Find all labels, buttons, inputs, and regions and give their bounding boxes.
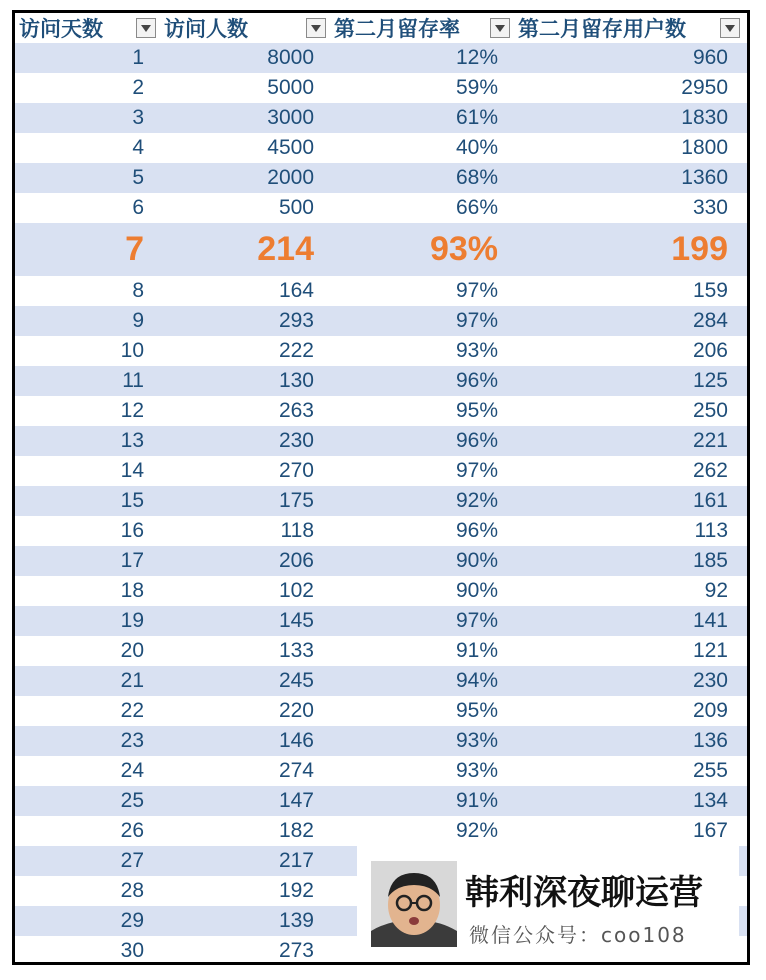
table-cell[interactable]: 293 xyxy=(278,309,314,332)
table-cell[interactable]: 159 xyxy=(692,279,728,302)
table-cell[interactable]: 118 xyxy=(280,519,314,542)
watermark-subtitle: 微信公众号：coo108 xyxy=(469,923,687,947)
table-cell[interactable]: 15 xyxy=(120,489,144,512)
table-cell[interactable]: 8 xyxy=(132,279,144,302)
table-row[interactable] xyxy=(15,636,747,666)
table-cell[interactable]: 21 xyxy=(120,669,144,692)
table-row[interactable] xyxy=(15,786,747,816)
table-cell[interactable]: 17 xyxy=(120,549,144,572)
filter-dropdown-button[interactable] xyxy=(720,18,740,38)
watermark-card xyxy=(357,843,739,958)
table-cell[interactable]: 40% xyxy=(455,136,498,159)
table-row[interactable] xyxy=(15,816,747,846)
table-row[interactable] xyxy=(15,396,747,426)
table-cell[interactable]: 26 xyxy=(120,819,144,842)
table-cell[interactable]: 121 xyxy=(692,639,728,662)
table-row[interactable] xyxy=(15,666,747,696)
table-cell[interactable]: 8000 xyxy=(267,46,314,69)
table-cell[interactable]: 1360 xyxy=(681,166,728,189)
table-row[interactable] xyxy=(15,456,747,486)
table-cell[interactable]: 113 xyxy=(694,519,728,542)
table-cell[interactable]: 95% xyxy=(455,699,498,722)
table-cell[interactable]: 230 xyxy=(692,669,728,692)
table-cell[interactable]: 1830 xyxy=(681,106,728,129)
table-cell[interactable]: 92% xyxy=(455,819,498,842)
table-cell[interactable]: 12 xyxy=(120,399,144,422)
table-cell[interactable]: 2950 xyxy=(681,76,728,99)
table-cell[interactable]: 192 xyxy=(278,879,314,902)
table-cell[interactable]: 206 xyxy=(692,339,728,362)
table-row[interactable] xyxy=(15,486,747,516)
table-cell[interactable]: 274 xyxy=(278,759,314,782)
table-cell[interactable]: 12% xyxy=(455,46,498,69)
table-row[interactable] xyxy=(15,276,747,306)
table-row[interactable] xyxy=(15,336,747,366)
table-cell[interactable]: 9 xyxy=(132,309,144,332)
table-row[interactable] xyxy=(15,306,747,336)
table-cell[interactable]: 97% xyxy=(455,309,498,332)
table-cell[interactable]: 3000 xyxy=(267,106,314,129)
table-cell[interactable]: 10 xyxy=(120,339,144,362)
table-cell[interactable]: 97% xyxy=(455,279,498,302)
table-cell[interactable]: 59% xyxy=(455,76,498,99)
table-cell[interactable]: 146 xyxy=(278,729,314,752)
table-cell[interactable]: 5000 xyxy=(267,76,314,99)
table-cell[interactable]: 250 xyxy=(692,399,728,422)
table-cell[interactable]: 161 xyxy=(692,489,728,512)
table-cell[interactable]: 270 xyxy=(278,459,314,482)
table-cell[interactable]: 206 xyxy=(278,549,314,572)
table-cell[interactable]: 30 xyxy=(120,939,144,962)
table-cell[interactable]: 23 xyxy=(120,729,144,752)
table-cell[interactable]: 262 xyxy=(692,459,728,482)
table-cell[interactable]: 255 xyxy=(692,759,728,782)
header-label: 第二月留存率 xyxy=(334,18,460,41)
table-cell[interactable]: 92 xyxy=(704,579,728,602)
table-cell[interactable]: 284 xyxy=(692,309,728,332)
table-cell[interactable]: 230 xyxy=(278,429,314,452)
table-cell[interactable]: 209 xyxy=(692,699,728,722)
header-label: 访问天数 xyxy=(19,18,103,41)
table-cell[interactable]: 2 xyxy=(132,76,144,99)
table-cell[interactable]: 4500 xyxy=(267,136,314,159)
filter-dropdown-button[interactable] xyxy=(306,18,326,38)
table-cell[interactable]: 147 xyxy=(278,789,314,812)
table-cell[interactable]: 960 xyxy=(692,46,728,69)
table-cell[interactable]: 1800 xyxy=(681,136,728,159)
table-row[interactable] xyxy=(15,606,747,636)
table-cell[interactable]: 20 xyxy=(120,639,144,662)
header-retained-users xyxy=(514,13,744,43)
table-cell[interactable]: 164 xyxy=(278,279,314,302)
table-cell[interactable]: 68% xyxy=(455,166,498,189)
table-cell[interactable]: 90% xyxy=(455,579,498,602)
table-cell[interactable]: 125 xyxy=(692,369,728,392)
table-cell[interactable]: 263 xyxy=(278,399,314,422)
table-cell[interactable]: 130 xyxy=(278,369,314,392)
header-label: 访问人数 xyxy=(164,18,248,41)
table-row[interactable] xyxy=(15,193,747,223)
table-cell[interactable]: 94% xyxy=(455,669,498,692)
table-row[interactable] xyxy=(15,103,747,133)
header-visit-days xyxy=(15,13,160,43)
table-row[interactable] xyxy=(15,133,747,163)
header-retention-rate xyxy=(330,13,514,43)
table-cell[interactable]: 222 xyxy=(278,339,314,362)
table-row[interactable] xyxy=(15,516,747,546)
table-row[interactable] xyxy=(15,576,747,606)
table-cell[interactable]: 14 xyxy=(120,459,144,482)
table-row[interactable] xyxy=(15,726,747,756)
table-row[interactable] xyxy=(15,163,747,193)
table-cell[interactable]: 90% xyxy=(455,549,498,572)
table-cell[interactable]: 133 xyxy=(278,639,314,662)
dropdown-arrow-icon xyxy=(141,25,151,32)
table-cell[interactable]: 5 xyxy=(132,166,144,189)
table-cell[interactable]: 97% xyxy=(455,609,498,632)
table-cell[interactable]: 136 xyxy=(692,729,728,752)
table-cell[interactable]: 29 xyxy=(120,909,144,932)
spreadsheet-table xyxy=(12,10,750,965)
table-cell[interactable]: 330 xyxy=(692,196,728,219)
table-cell[interactable]: 92% xyxy=(455,489,498,512)
table-row[interactable] xyxy=(15,73,747,103)
table-cell[interactable]: 102 xyxy=(278,579,314,602)
table-cell[interactable]: 245 xyxy=(278,669,314,692)
table-cell[interactable]: 182 xyxy=(278,819,314,842)
table-row[interactable] xyxy=(15,756,747,786)
dropdown-arrow-icon xyxy=(311,25,321,32)
avatar xyxy=(371,861,457,947)
table-header-row xyxy=(15,13,747,43)
table-cell[interactable]: 19 xyxy=(120,609,144,632)
table-cell[interactable]: 22 xyxy=(120,699,144,722)
table-cell[interactable]: 16 xyxy=(120,519,144,542)
table-cell[interactable]: 199 xyxy=(671,230,728,268)
header-visitor-count xyxy=(160,13,330,43)
table-cell[interactable]: 139 xyxy=(278,909,314,932)
table-cell[interactable]: 273 xyxy=(278,939,314,962)
table-row[interactable] xyxy=(15,426,747,456)
table-cell[interactable]: 221 xyxy=(692,429,728,452)
table-cell[interactable]: 97% xyxy=(455,459,498,482)
table-row[interactable] xyxy=(15,546,747,576)
table-cell[interactable]: 175 xyxy=(278,489,314,512)
table-row[interactable] xyxy=(15,366,747,396)
child-portrait-image xyxy=(371,861,457,947)
table-cell[interactable]: 96% xyxy=(455,429,498,452)
table-cell[interactable]: 18 xyxy=(120,579,144,602)
table-cell[interactable]: 141 xyxy=(692,609,728,632)
table-cell[interactable]: 214 xyxy=(257,230,314,268)
table-cell[interactable]: 185 xyxy=(692,549,728,572)
table-cell[interactable]: 93% xyxy=(429,230,498,268)
table-cell[interactable]: 500 xyxy=(278,196,314,219)
table-cell[interactable]: 13 xyxy=(120,429,144,452)
dropdown-arrow-icon xyxy=(495,25,505,32)
table-cell[interactable]: 66% xyxy=(455,196,498,219)
table-cell[interactable]: 167 xyxy=(692,819,728,842)
table-cell[interactable]: 145 xyxy=(278,609,314,632)
table-body xyxy=(15,43,747,965)
watermark-title: 韩利深夜聊运营 xyxy=(465,873,703,913)
table-cell[interactable]: 91% xyxy=(455,789,498,812)
table-cell[interactable]: 3 xyxy=(132,106,144,129)
table-cell[interactable]: 28 xyxy=(120,879,144,902)
table-cell[interactable]: 24 xyxy=(120,759,144,782)
table-cell[interactable]: 25 xyxy=(120,789,144,812)
table-cell[interactable]: 11 xyxy=(122,369,144,392)
table-cell[interactable]: 96% xyxy=(455,369,498,392)
table-cell[interactable]: 93% xyxy=(455,729,498,752)
table-row[interactable] xyxy=(15,43,747,73)
table-cell[interactable]: 91% xyxy=(455,639,498,662)
highlighted-table-row[interactable] xyxy=(15,223,747,276)
table-cell[interactable]: 96% xyxy=(455,519,498,542)
header-label: 第二月留存用户数 xyxy=(518,18,686,41)
filter-dropdown-button[interactable] xyxy=(490,18,510,38)
table-cell[interactable]: 6 xyxy=(132,196,144,219)
table-cell[interactable]: 27 xyxy=(120,849,144,872)
table-cell[interactable]: 4 xyxy=(132,136,144,159)
table-cell[interactable]: 93% xyxy=(455,759,498,782)
table-cell[interactable]: 95% xyxy=(455,399,498,422)
table-cell[interactable]: 61% xyxy=(455,106,498,129)
table-cell[interactable]: 220 xyxy=(278,699,314,722)
table-cell[interactable]: 1 xyxy=(132,46,144,69)
dropdown-arrow-icon xyxy=(725,25,735,32)
table-cell[interactable]: 93% xyxy=(455,339,498,362)
table-row[interactable] xyxy=(15,696,747,726)
table-cell[interactable]: 134 xyxy=(692,789,728,812)
filter-dropdown-button[interactable] xyxy=(136,18,156,38)
table-cell[interactable]: 2000 xyxy=(267,166,314,189)
table-cell[interactable]: 7 xyxy=(125,230,144,268)
table-cell[interactable]: 217 xyxy=(278,849,314,872)
